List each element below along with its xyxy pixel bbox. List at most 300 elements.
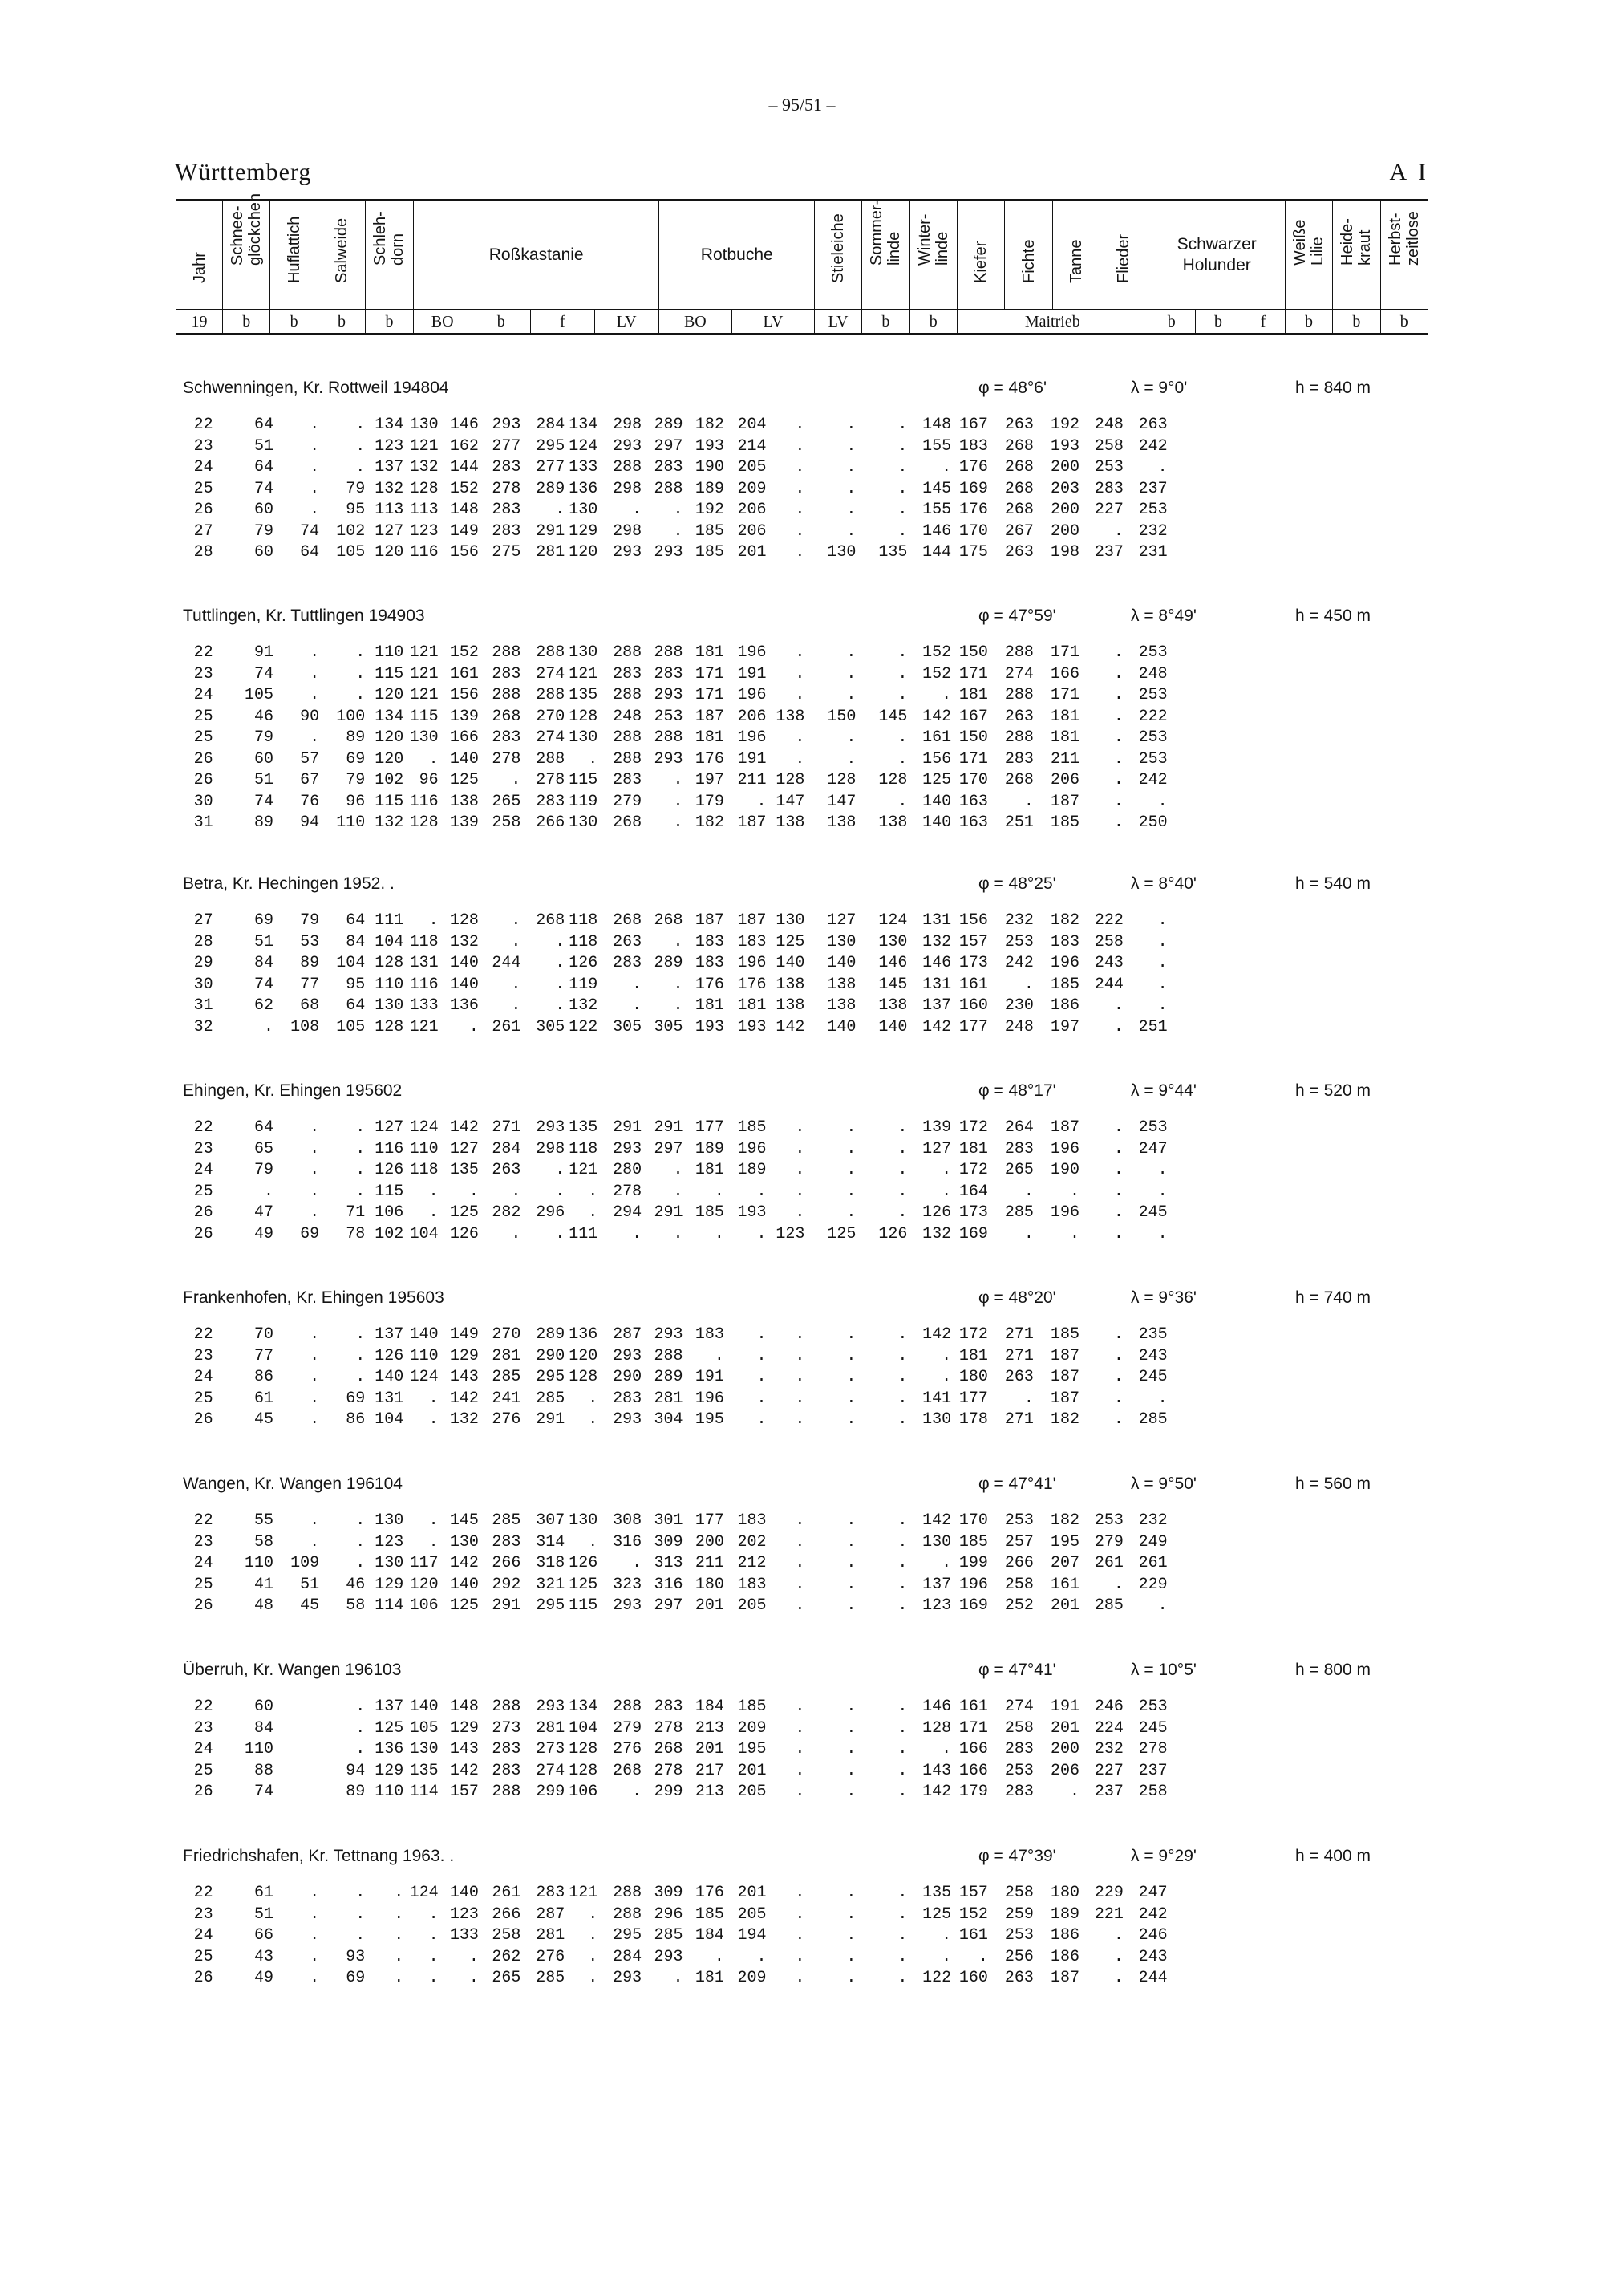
year-cell: 24	[193, 686, 213, 704]
station-header	[176, 379, 1428, 403]
value-cell: .	[795, 521, 805, 541]
value-cell: 309	[654, 1884, 683, 1902]
value-cell: .	[310, 1203, 320, 1222]
header-label-lilac: Flieder	[1115, 233, 1133, 283]
station-longitude: λ = 9°44'	[1131, 1081, 1197, 1100]
value-cell: 258	[1094, 932, 1124, 951]
value-cell: .	[310, 1511, 320, 1530]
value-cell: 146	[922, 1698, 952, 1716]
value-cell: 293	[613, 1346, 642, 1365]
value-cell: 283	[1004, 1740, 1034, 1759]
value-cell: 288	[613, 1884, 642, 1902]
value-cell: 142	[449, 1554, 479, 1572]
value-cell: 127	[922, 1139, 952, 1158]
value-cell: .	[310, 458, 320, 477]
value-cell: .	[897, 1118, 908, 1137]
value-cell: 129	[375, 1575, 404, 1594]
header-label-coltsfoot: Huflattich	[285, 216, 303, 283]
value-cell: 283	[1004, 749, 1034, 769]
station-name: Frankenhofen, Kr. Ehingen 195603	[183, 1288, 444, 1307]
year-cell: 24	[193, 1161, 213, 1179]
value-cell: 283	[613, 954, 642, 972]
value-cell: 297	[654, 1139, 683, 1158]
header-willow	[318, 201, 365, 309]
value-cell: 125	[449, 771, 479, 789]
value-cell: .	[942, 1182, 952, 1201]
value-cell: .	[555, 932, 565, 951]
value-cell: 140	[449, 1575, 479, 1594]
table-row	[176, 458, 1428, 480]
value-cell: 193	[737, 1017, 767, 1036]
value-cell: 295	[536, 1368, 565, 1386]
value-cell: 49	[254, 1224, 274, 1243]
value-cell: .	[897, 686, 908, 704]
value-cell: .	[795, 1969, 805, 1987]
value-cell: .	[588, 1182, 598, 1201]
value-cell: 179	[695, 792, 724, 811]
value-cell: .	[264, 1182, 274, 1201]
value-cell: 243	[1138, 1947, 1168, 1966]
value-cell: .	[1113, 1118, 1124, 1137]
value-cell: .	[355, 1718, 366, 1738]
value-cell: 120	[375, 749, 404, 769]
station-altitude: h = 840 m	[1295, 379, 1371, 397]
value-cell: 119	[569, 792, 598, 811]
value-cell: 196	[737, 954, 767, 972]
value-cell: .	[846, 1884, 857, 1902]
value-cell: 129	[449, 1718, 479, 1738]
table-row	[176, 1203, 1428, 1225]
value-cell: 139	[449, 707, 479, 726]
year-cell: 25	[193, 1389, 213, 1408]
value-cell: .	[632, 996, 642, 1015]
value-cell: .	[310, 1139, 320, 1158]
value-cell: 142	[776, 1017, 805, 1036]
value-cell: .	[428, 1389, 439, 1408]
value-cell: 245	[1138, 1203, 1168, 1222]
value-cell: .	[1113, 1389, 1124, 1408]
value-cell: 135	[409, 1761, 439, 1780]
value-cell: .	[355, 1139, 366, 1158]
value-cell: .	[310, 1969, 320, 1987]
value-cell: 268	[1004, 501, 1034, 519]
value-cell: 281	[492, 1346, 521, 1365]
value-cell: 172	[958, 1325, 988, 1344]
station-longitude: λ = 8°40'	[1131, 874, 1197, 893]
value-cell: 274	[536, 1761, 565, 1780]
value-cell: .	[1157, 1389, 1168, 1408]
station-rows	[176, 1118, 1428, 1246]
table-row	[176, 954, 1428, 976]
value-cell: 284	[613, 1947, 642, 1966]
value-cell: .	[1113, 1969, 1124, 1987]
value-cell: 120	[375, 686, 404, 704]
value-cell: 163	[958, 792, 988, 811]
value-cell: 295	[536, 436, 565, 456]
value-cell: 283	[536, 792, 565, 811]
value-cell: .	[394, 1905, 404, 1924]
value-cell: .	[428, 1947, 439, 1966]
value-cell: 187	[737, 911, 767, 930]
value-cell: 132	[375, 479, 404, 498]
value-cell: .	[756, 1182, 767, 1201]
value-cell: .	[846, 1596, 857, 1615]
header-code: b	[861, 310, 909, 333]
value-cell: .	[310, 1947, 320, 1966]
value-cell: 253	[1138, 728, 1168, 747]
value-cell: 258	[1094, 436, 1124, 456]
value-cell: 281	[536, 1926, 565, 1945]
header-code: 19	[191, 313, 208, 331]
value-cell: .	[1157, 996, 1168, 1015]
value-cell: 205	[737, 458, 767, 477]
value-cell: 128	[409, 479, 439, 498]
value-cell: 206	[1051, 771, 1080, 789]
value-cell: 181	[695, 1161, 724, 1179]
value-cell: 185	[737, 1118, 767, 1137]
value-cell: .	[795, 501, 805, 519]
value-cell: 70	[254, 1325, 274, 1344]
value-cell: .	[1157, 792, 1168, 811]
value-cell: .	[846, 643, 857, 662]
header-code: LV	[814, 310, 861, 333]
value-cell: 46	[254, 707, 274, 726]
station-block	[176, 379, 1428, 565]
value-cell: 183	[695, 932, 724, 951]
station-header	[176, 1847, 1428, 1871]
value-cell: 268	[536, 911, 565, 930]
value-cell: .	[795, 1698, 805, 1716]
value-cell: 196	[737, 1139, 767, 1158]
year-cell: 24	[193, 458, 213, 477]
value-cell: 278	[536, 771, 565, 789]
value-cell: 288	[1004, 686, 1034, 704]
value-cell: 196	[737, 728, 767, 747]
table-row	[176, 416, 1428, 437]
value-cell: 265	[492, 792, 521, 811]
station-rows	[176, 416, 1428, 565]
value-cell: 318	[536, 1554, 565, 1572]
value-cell: .	[897, 749, 908, 769]
value-cell: .	[1070, 1783, 1080, 1801]
value-cell: 121	[409, 1017, 439, 1036]
value-cell: 129	[375, 1761, 404, 1780]
value-cell: 213	[695, 1783, 724, 1801]
value-cell: 69	[346, 1389, 366, 1408]
value-cell: 293	[613, 1139, 642, 1158]
value-cell: 186	[1051, 996, 1080, 1015]
value-cell: 125	[375, 1718, 404, 1738]
value-cell: 86	[346, 1410, 366, 1429]
value-cell: 183	[695, 1325, 724, 1344]
value-cell: 193	[1051, 436, 1080, 456]
station-name: Ehingen, Kr. Ehingen 195602	[183, 1081, 403, 1100]
value-cell: 201	[737, 543, 767, 562]
value-cell: 134	[569, 1698, 598, 1716]
value-cell: 130	[569, 728, 598, 747]
value-cell: .	[897, 1926, 908, 1945]
year-cell: 22	[193, 643, 213, 662]
value-cell: 118	[409, 1161, 439, 1179]
value-cell: 211	[695, 1554, 724, 1572]
value-cell: .	[1113, 792, 1124, 811]
value-cell: 79	[254, 521, 274, 541]
value-cell: 200	[1051, 458, 1080, 477]
value-cell: 298	[613, 479, 642, 498]
header-code: f	[530, 310, 594, 333]
value-cell: 268	[613, 911, 642, 930]
year-cell: 22	[193, 1325, 213, 1344]
value-cell: 279	[1094, 1532, 1124, 1552]
value-cell: 229	[1138, 1575, 1168, 1594]
header-lilac	[1100, 201, 1147, 309]
value-cell: .	[795, 1947, 805, 1966]
value-cell: .	[394, 1926, 404, 1945]
value-cell: 128	[569, 1740, 598, 1759]
value-cell: 287	[536, 1905, 565, 1924]
value-cell: .	[795, 416, 805, 434]
station-header	[176, 606, 1428, 631]
table-row	[176, 976, 1428, 997]
value-cell: 206	[737, 521, 767, 541]
value-cell: 193	[695, 1017, 724, 1036]
value-cell: 184	[695, 1698, 724, 1716]
value-cell: 71	[346, 1203, 366, 1222]
value-cell: .	[1113, 813, 1124, 832]
value-cell: 291	[654, 1203, 683, 1222]
value-cell: .	[428, 1182, 439, 1201]
value-cell: 280	[613, 1161, 642, 1179]
value-cell: .	[468, 1017, 479, 1036]
station-name: Betra, Kr. Hechingen 1952. .	[183, 874, 395, 893]
value-cell: .	[846, 1761, 857, 1780]
value-cell: 283	[654, 664, 683, 684]
value-cell: 291	[654, 1118, 683, 1137]
table-row	[176, 665, 1428, 687]
value-cell: .	[897, 1554, 908, 1572]
value-cell: .	[795, 1410, 805, 1429]
value-cell: 247	[1138, 1884, 1168, 1902]
value-cell: 146	[878, 954, 908, 972]
value-cell: 130	[409, 1740, 439, 1759]
value-cell: 132	[922, 932, 952, 951]
value-cell: .	[632, 1224, 642, 1243]
station-header	[176, 1661, 1428, 1685]
value-cell: 115	[569, 1596, 598, 1615]
value-cell: 212	[737, 1554, 767, 1572]
value-cell: 84	[254, 954, 274, 972]
value-cell: 285	[536, 1969, 565, 1987]
value-cell: 128	[922, 1718, 952, 1738]
value-cell: 263	[492, 1161, 521, 1179]
value-cell: 200	[1051, 501, 1080, 519]
value-cell: 288	[492, 1783, 521, 1801]
value-cell: 182	[695, 813, 724, 832]
value-cell: 268	[1004, 771, 1034, 789]
value-cell: .	[756, 1410, 767, 1429]
value-cell: 197	[695, 771, 724, 789]
value-cell: 288	[613, 643, 642, 662]
value-cell: 211	[1051, 749, 1080, 769]
value-cell: 261	[492, 1884, 521, 1902]
value-cell: .	[795, 458, 805, 477]
value-cell: .	[511, 1224, 521, 1243]
value-cell: 142	[922, 707, 952, 726]
value-cell: 142	[922, 1017, 952, 1036]
station-latitude: φ = 47°59'	[978, 606, 1056, 625]
value-cell: .	[1113, 728, 1124, 747]
value-cell: 198	[1051, 543, 1080, 562]
value-cell: 296	[536, 1203, 565, 1222]
year-cell: 26	[193, 1969, 213, 1987]
value-cell: 293	[654, 686, 683, 704]
year-cell: 24	[193, 1926, 213, 1945]
value-cell: 196	[1051, 1203, 1080, 1222]
header-code: b	[318, 310, 365, 333]
value-cell: 43	[254, 1947, 274, 1966]
value-cell: 126	[375, 1161, 404, 1179]
value-cell: 243	[1138, 1346, 1168, 1365]
header-code: b	[1148, 310, 1195, 333]
value-cell: .	[394, 1947, 404, 1966]
value-cell: .	[846, 1926, 857, 1945]
value-cell: 119	[569, 975, 598, 994]
value-cell: .	[555, 996, 565, 1015]
value-cell: 263	[1138, 416, 1168, 434]
table-row	[176, 1225, 1428, 1247]
table-row	[176, 1554, 1428, 1576]
value-cell: .	[428, 1905, 439, 1924]
value-cell: 105	[245, 686, 274, 704]
value-cell: 64	[346, 996, 366, 1015]
table-row	[176, 1740, 1428, 1762]
station-rows	[176, 1698, 1428, 1804]
value-cell: 182	[1051, 1511, 1080, 1530]
value-cell: 246	[1138, 1926, 1168, 1945]
value-cell: 246	[1094, 1698, 1124, 1716]
value-cell: .	[846, 1554, 857, 1572]
year-cell: 23	[193, 1346, 213, 1365]
value-cell: 138	[776, 996, 805, 1015]
value-cell: .	[1113, 1325, 1124, 1344]
value-cell: 190	[1051, 1161, 1080, 1179]
value-cell: .	[355, 436, 366, 456]
value-cell: 289	[654, 954, 683, 972]
value-cell: 183	[737, 1575, 767, 1594]
station-latitude: φ = 48°6'	[978, 379, 1047, 397]
value-cell: 77	[254, 1346, 274, 1365]
value-cell: 257	[1004, 1532, 1034, 1552]
station-longitude: λ = 9°36'	[1131, 1288, 1197, 1307]
value-cell: 189	[1051, 1905, 1080, 1924]
value-cell: 232	[1138, 1511, 1168, 1530]
value-cell: 161	[1051, 1575, 1080, 1594]
value-cell: 138	[827, 996, 857, 1015]
value-cell: .	[673, 932, 683, 951]
value-cell: 136	[375, 1740, 404, 1759]
header-fir	[1052, 201, 1100, 309]
year-cell: 31	[193, 813, 213, 832]
value-cell: 263	[1004, 1969, 1034, 1987]
value-cell: .	[897, 1368, 908, 1386]
value-cell: 185	[1051, 813, 1080, 832]
header-horse-chestnut	[413, 201, 658, 309]
table-row	[176, 1576, 1428, 1597]
value-cell: 128	[776, 771, 805, 789]
value-cell: 115	[375, 664, 404, 684]
value-cell: 182	[1051, 1410, 1080, 1429]
value-cell: 193	[695, 436, 724, 456]
value-cell: 266	[492, 1905, 521, 1924]
value-cell: 204	[737, 416, 767, 434]
value-cell: 137	[375, 1325, 404, 1344]
value-cell: 127	[375, 1118, 404, 1137]
value-cell: 51	[254, 771, 274, 789]
value-cell: 64	[254, 458, 274, 477]
value-cell: 143	[449, 1740, 479, 1759]
value-cell: 132	[375, 813, 404, 832]
value-cell: 186	[1051, 1947, 1080, 1966]
value-cell: 287	[613, 1325, 642, 1344]
value-cell: 200	[695, 1532, 724, 1552]
value-cell: 79	[300, 911, 320, 930]
value-cell: 199	[958, 1554, 988, 1572]
value-cell: 136	[569, 479, 598, 498]
header-label-winter-lime: Winter- linde	[915, 213, 951, 266]
table-row	[176, 1762, 1428, 1783]
year-cell: 30	[193, 975, 213, 994]
value-cell: 191	[1051, 1698, 1080, 1716]
value-cell: .	[1113, 749, 1124, 769]
value-cell: .	[1113, 664, 1124, 684]
value-cell: .	[897, 1389, 908, 1408]
value-cell: .	[468, 1969, 479, 1987]
value-cell: 191	[737, 749, 767, 769]
header-label-pine: Kiefer	[972, 241, 990, 283]
value-cell: .	[1113, 1410, 1124, 1429]
value-cell: 187	[1051, 1969, 1080, 1987]
value-cell: 278	[492, 479, 521, 498]
value-cell: 175	[958, 543, 988, 562]
value-cell: 115	[569, 771, 598, 789]
value-cell: 130	[569, 643, 598, 662]
value-cell: 230	[1004, 996, 1034, 1015]
station-altitude: h = 400 m	[1295, 1847, 1371, 1865]
header-code: b	[1380, 310, 1428, 333]
value-cell: 237	[1138, 479, 1168, 498]
value-cell: .	[1113, 1346, 1124, 1365]
value-cell: 288	[613, 749, 642, 769]
value-cell: 110	[375, 643, 404, 662]
value-cell: .	[795, 1761, 805, 1780]
value-cell: 294	[613, 1203, 642, 1222]
value-cell: .	[588, 1389, 598, 1408]
table-row	[176, 1905, 1428, 1927]
value-cell: 307	[536, 1511, 565, 1530]
value-cell: .	[846, 1575, 857, 1594]
value-cell: 169	[958, 1224, 988, 1243]
value-cell: 132	[922, 1224, 952, 1243]
value-cell: 130	[569, 501, 598, 519]
value-cell: 171	[695, 686, 724, 704]
table-row	[176, 793, 1428, 814]
value-cell: .	[897, 1325, 908, 1344]
value-cell: 248	[1094, 416, 1124, 434]
value-cell: .	[846, 1410, 857, 1429]
value-cell: .	[1113, 996, 1124, 1015]
value-cell: 259	[1004, 1905, 1034, 1924]
page-number: – 95/51 –	[768, 95, 836, 115]
